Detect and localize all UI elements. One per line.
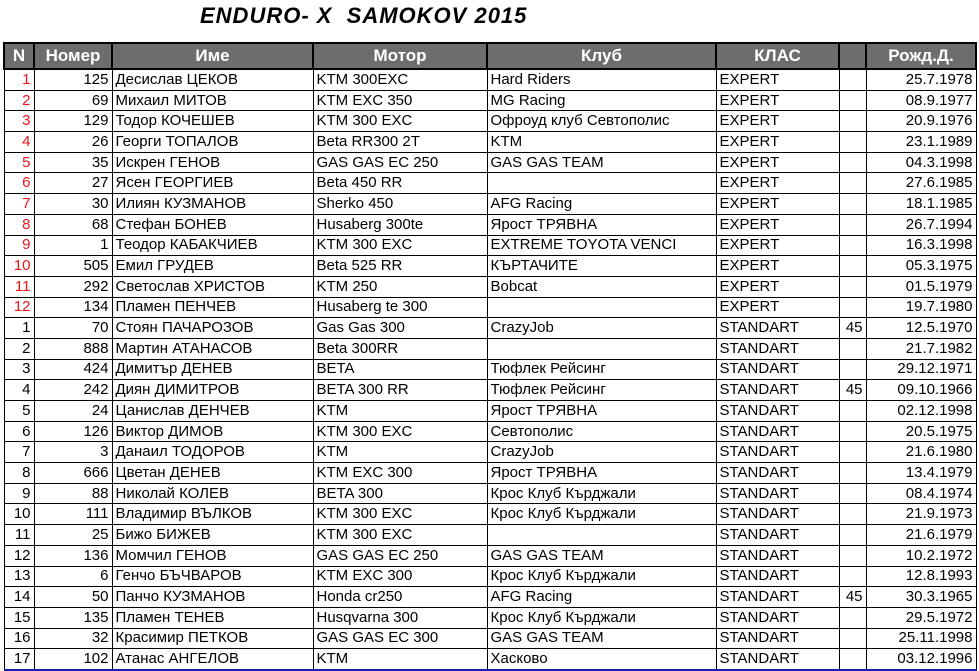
cell-class: STANDART: [716, 421, 839, 442]
cell-position: 5: [4, 152, 34, 173]
column-header-motor: Мотор: [313, 43, 487, 69]
cell-class: EXPERT: [716, 214, 839, 235]
cell-motor: KTM EXC 350: [313, 90, 487, 111]
cell-position: 9: [4, 235, 34, 256]
cell-name: Диян ДИМИТРОВ: [112, 380, 313, 401]
cell-name: Михаил МИТОВ: [112, 90, 313, 111]
cell-class: STANDART: [716, 359, 839, 380]
cell-birthdate: 25.7.1978: [866, 69, 976, 90]
cell-position: 8: [4, 214, 34, 235]
cell-number: 30: [34, 194, 112, 215]
cell-motor: GAS GAS EC 250: [313, 152, 487, 173]
cell-name: Атанас АНГЕЛОВ: [112, 649, 313, 670]
table-row: [4, 421, 976, 442]
cell-name: Генчо БЪЧВАРОВ: [112, 566, 313, 587]
cell-club: MG Racing: [487, 90, 716, 111]
table-row: [4, 338, 976, 359]
cell-class: STANDART: [716, 607, 839, 628]
cell-age: [839, 235, 866, 256]
table-row: [4, 483, 976, 504]
cell-birthdate: 21.6.1980: [866, 442, 976, 463]
cell-position: 2: [4, 90, 34, 111]
cell-club: AFG Racing: [487, 587, 716, 608]
header-row: [4, 43, 976, 69]
cell-class: EXPERT: [716, 256, 839, 277]
cell-class: EXPERT: [716, 111, 839, 132]
table-row: [4, 132, 976, 153]
cell-club: Крос Клуб Кърджали: [487, 607, 716, 628]
cell-motor: Beta RR300 2T: [313, 132, 487, 153]
cell-name: Бижо БИЖЕВ: [112, 525, 313, 546]
cell-number: 32: [34, 628, 112, 649]
column-header-class: КЛАС: [716, 43, 839, 69]
cell-position: 7: [4, 442, 34, 463]
cell-birthdate: 23.1.1989: [866, 132, 976, 153]
cell-motor: KTM 300 EXC: [313, 525, 487, 546]
cell-class: STANDART: [716, 318, 839, 339]
cell-position: 10: [4, 504, 34, 525]
cell-age: [839, 173, 866, 194]
table-row: [4, 649, 976, 670]
cell-age: [839, 525, 866, 546]
cell-number: 134: [34, 297, 112, 318]
table-row: [4, 235, 976, 256]
participants-table: [3, 42, 977, 671]
cell-club: [487, 173, 716, 194]
table-row: [4, 607, 976, 628]
cell-club: CrazyJob: [487, 318, 716, 339]
cell-number: 35: [34, 152, 112, 173]
cell-motor: Beta 450 RR: [313, 173, 487, 194]
cell-birthdate: 09.10.1966: [866, 380, 976, 401]
cell-club: CrazyJob: [487, 442, 716, 463]
cell-age: [839, 152, 866, 173]
cell-number: 424: [34, 359, 112, 380]
cell-age: [839, 504, 866, 525]
cell-number: 125: [34, 69, 112, 90]
cell-motor: KTM 300 EXC: [313, 421, 487, 442]
cell-position: 2: [4, 338, 34, 359]
table-row: [4, 442, 976, 463]
cell-name: Пламен ТЕНЕВ: [112, 607, 313, 628]
cell-birthdate: 27.6.1985: [866, 173, 976, 194]
cell-class: STANDART: [716, 525, 839, 546]
table-row: [4, 545, 976, 566]
cell-number: 26: [34, 132, 112, 153]
cell-age: [839, 442, 866, 463]
cell-class: STANDART: [716, 401, 839, 422]
page-title: ENDURO- X SAMOKOV 2015: [200, 3, 528, 28]
cell-number: 88: [34, 483, 112, 504]
cell-birthdate: 04.3.1998: [866, 152, 976, 173]
cell-position: 10: [4, 256, 34, 277]
cell-motor: Sherko 450: [313, 194, 487, 215]
cell-number: 129: [34, 111, 112, 132]
cell-position: 11: [4, 525, 34, 546]
cell-position: 17: [4, 649, 34, 670]
table-row: [4, 566, 976, 587]
cell-age: [839, 338, 866, 359]
cell-age: [839, 483, 866, 504]
table-row: [4, 194, 976, 215]
cell-age: [839, 566, 866, 587]
cell-class: STANDART: [716, 463, 839, 484]
column-header-age: [839, 43, 866, 69]
cell-position: 5: [4, 401, 34, 422]
cell-name: Владимир ВЪЛКОВ: [112, 504, 313, 525]
cell-position: 11: [4, 276, 34, 297]
cell-position: 6: [4, 173, 34, 194]
cell-club: AFG Racing: [487, 194, 716, 215]
cell-club: Тюфлек Рейсинг: [487, 359, 716, 380]
cell-position: 1: [4, 318, 34, 339]
cell-age: [839, 69, 866, 90]
cell-position: 12: [4, 297, 34, 318]
cell-name: Теодор КАБАКЧИЕВ: [112, 235, 313, 256]
cell-class: EXPERT: [716, 152, 839, 173]
cell-club: Хасково: [487, 649, 716, 670]
cell-age: [839, 90, 866, 111]
cell-class: EXPERT: [716, 194, 839, 215]
cell-club: [487, 525, 716, 546]
cell-motor: Honda cr250: [313, 587, 487, 608]
cell-class: EXPERT: [716, 173, 839, 194]
cell-age: [839, 194, 866, 215]
cell-age: [839, 297, 866, 318]
cell-birthdate: 03.12.1996: [866, 649, 976, 670]
table-row: [4, 463, 976, 484]
cell-motor: Husaberg 300te: [313, 214, 487, 235]
cell-class: EXPERT: [716, 132, 839, 153]
cell-number: 292: [34, 276, 112, 297]
table-row: [4, 173, 976, 194]
cell-name: Красимир ПЕТКОВ: [112, 628, 313, 649]
cell-age: [839, 401, 866, 422]
cell-class: EXPERT: [716, 90, 839, 111]
cell-number: 70: [34, 318, 112, 339]
cell-number: 3: [34, 442, 112, 463]
cell-number: 6: [34, 566, 112, 587]
cell-motor: KTM EXC 300: [313, 566, 487, 587]
cell-position: 13: [4, 566, 34, 587]
cell-position: 8: [4, 463, 34, 484]
cell-number: 136: [34, 545, 112, 566]
cell-motor: KTM 300EXC: [313, 69, 487, 90]
cell-age: [839, 214, 866, 235]
cell-birthdate: 08.4.1974: [866, 483, 976, 504]
column-header-club: Клуб: [487, 43, 716, 69]
cell-motor: KTM 300 EXC: [313, 504, 487, 525]
cell-motor: KTM 300 EXC: [313, 111, 487, 132]
table-row: [4, 504, 976, 525]
cell-class: STANDART: [716, 628, 839, 649]
cell-number: 25: [34, 525, 112, 546]
cell-name: Мартин АТАНАСОВ: [112, 338, 313, 359]
cell-position: 3: [4, 359, 34, 380]
cell-name: Цанислав ДЕНЧЕВ: [112, 401, 313, 422]
cell-motor: Husqvarna 300: [313, 607, 487, 628]
cell-class: STANDART: [716, 649, 839, 670]
cell-motor: Gas Gas 300: [313, 318, 487, 339]
cell-class: EXPERT: [716, 276, 839, 297]
cell-class: STANDART: [716, 504, 839, 525]
cell-class: STANDART: [716, 442, 839, 463]
cell-name: Виктор ДИМОВ: [112, 421, 313, 442]
cell-motor: Beta 300RR: [313, 338, 487, 359]
cell-age: [839, 607, 866, 628]
column-header-birthdate: Рожд.Д.: [866, 43, 976, 69]
cell-age: [839, 628, 866, 649]
cell-name: Момчил ГЕНОВ: [112, 545, 313, 566]
cell-birthdate: 20.5.1975: [866, 421, 976, 442]
cell-position: 12: [4, 545, 34, 566]
table-row: [4, 111, 976, 132]
cell-name: Ясен ГЕОРГИЕВ: [112, 173, 313, 194]
cell-age: [839, 111, 866, 132]
cell-birthdate: 29.5.1972: [866, 607, 976, 628]
cell-class: STANDART: [716, 483, 839, 504]
cell-club: КЪРТАЧИТЕ: [487, 256, 716, 277]
cell-club: EXTREME TOYOTA VENCI: [487, 235, 716, 256]
cell-birthdate: 21.9.1973: [866, 504, 976, 525]
cell-number: 68: [34, 214, 112, 235]
cell-club: Ярост ТРЯВНА: [487, 463, 716, 484]
cell-position: 16: [4, 628, 34, 649]
cell-motor: KTM: [313, 401, 487, 422]
cell-birthdate: 08.9.1977: [866, 90, 976, 111]
cell-number: 69: [34, 90, 112, 111]
cell-club: GAS GAS TEAM: [487, 152, 716, 173]
cell-motor: BETA 300 RR: [313, 380, 487, 401]
cell-club: Севтополис: [487, 421, 716, 442]
cell-motor: KTM EXC 300: [313, 463, 487, 484]
cell-number: 1: [34, 235, 112, 256]
cell-name: Тодор КОЧЕШЕВ: [112, 111, 313, 132]
cell-age: [839, 649, 866, 670]
column-header-n: N: [4, 43, 34, 69]
cell-birthdate: 21.7.1982: [866, 338, 976, 359]
cell-number: 24: [34, 401, 112, 422]
cell-motor: KTM 300 EXC: [313, 235, 487, 256]
table-row: [4, 276, 976, 297]
cell-birthdate: 18.1.1985: [866, 194, 976, 215]
cell-club: Крос Клуб Кърджали: [487, 483, 716, 504]
cell-name: Пламен ПЕНЧЕВ: [112, 297, 313, 318]
cell-birthdate: 01.5.1979: [866, 276, 976, 297]
cell-age: 45: [839, 380, 866, 401]
cell-club: Офроуд клуб Севтополис: [487, 111, 716, 132]
cell-position: 7: [4, 194, 34, 215]
cell-class: EXPERT: [716, 235, 839, 256]
cell-position: 4: [4, 132, 34, 153]
cell-birthdate: 12.5.1970: [866, 318, 976, 339]
cell-name: Стефан БОНЕВ: [112, 214, 313, 235]
cell-name: Искрен ГЕНОВ: [112, 152, 313, 173]
table-row: [4, 359, 976, 380]
cell-number: 102: [34, 649, 112, 670]
cell-class: STANDART: [716, 380, 839, 401]
cell-class: STANDART: [716, 545, 839, 566]
cell-name: Димитър ДЕНЕВ: [112, 359, 313, 380]
table-row: [4, 628, 976, 649]
cell-birthdate: 29.12.1971: [866, 359, 976, 380]
cell-class: STANDART: [716, 338, 839, 359]
cell-position: 4: [4, 380, 34, 401]
cell-number: 111: [34, 504, 112, 525]
cell-name: Десислав ЦЕКОВ: [112, 69, 313, 90]
cell-position: 15: [4, 607, 34, 628]
cell-number: 135: [34, 607, 112, 628]
cell-club: Ярост ТРЯВНА: [487, 214, 716, 235]
cell-club: Крос Клуб Кърджали: [487, 566, 716, 587]
cell-position: 3: [4, 111, 34, 132]
cell-name: Панчо КУЗМАНОВ: [112, 587, 313, 608]
table-row: [4, 401, 976, 422]
cell-birthdate: 16.3.1998: [866, 235, 976, 256]
cell-name: Николай КОЛЕВ: [112, 483, 313, 504]
cell-birthdate: 13.4.1979: [866, 463, 976, 484]
cell-age: 45: [839, 318, 866, 339]
cell-age: [839, 359, 866, 380]
table-row: [4, 318, 976, 339]
table-row: [4, 587, 976, 608]
cell-name: Георги ТОПАЛОВ: [112, 132, 313, 153]
cell-motor: BETA 300: [313, 483, 487, 504]
cell-name: Цветан ДЕНЕВ: [112, 463, 313, 484]
cell-name: Светослав ХРИСТОВ: [112, 276, 313, 297]
cell-age: [839, 256, 866, 277]
cell-class: STANDART: [716, 566, 839, 587]
table-row: [4, 69, 976, 90]
cell-position: 1: [4, 69, 34, 90]
cell-position: 14: [4, 587, 34, 608]
cell-motor: Husaberg te 300: [313, 297, 487, 318]
cell-birthdate: 25.11.1998: [866, 628, 976, 649]
cell-age: [839, 463, 866, 484]
cell-number: 27: [34, 173, 112, 194]
cell-birthdate: 05.3.1975: [866, 256, 976, 277]
cell-number: 505: [34, 256, 112, 277]
cell-age: 45: [839, 587, 866, 608]
table-row: [4, 214, 976, 235]
cell-motor: GAS GAS EC 250: [313, 545, 487, 566]
cell-club: Bobcat: [487, 276, 716, 297]
cell-birthdate: 02.12.1998: [866, 401, 976, 422]
table-row: [4, 90, 976, 111]
cell-motor: BETA: [313, 359, 487, 380]
cell-motor: KTM: [313, 442, 487, 463]
cell-motor: Beta 525 RR: [313, 256, 487, 277]
cell-club: [487, 338, 716, 359]
cell-birthdate: 20.9.1976: [866, 111, 976, 132]
cell-birthdate: 12.8.1993: [866, 566, 976, 587]
cell-birthdate: 10.2.1972: [866, 545, 976, 566]
cell-motor: KTM 250: [313, 276, 487, 297]
cell-name: Емил ГРУДЕВ: [112, 256, 313, 277]
cell-birthdate: 30.3.1965: [866, 587, 976, 608]
column-header-name: Име: [112, 43, 313, 69]
cell-name: Илиян КУЗМАНОВ: [112, 194, 313, 215]
cell-club: KTM: [487, 132, 716, 153]
cell-position: 9: [4, 483, 34, 504]
cell-class: STANDART: [716, 587, 839, 608]
cell-age: [839, 276, 866, 297]
table-row: [4, 256, 976, 277]
cell-club: GAS GAS TEAM: [487, 628, 716, 649]
cell-number: 666: [34, 463, 112, 484]
cell-club: Ярост ТРЯВНА: [487, 401, 716, 422]
cell-motor: KTM: [313, 649, 487, 670]
cell-club: GAS GAS TEAM: [487, 545, 716, 566]
cell-name: Данаил ТОДОРОВ: [112, 442, 313, 463]
cell-name: Стоян ПАЧАРОЗОВ: [112, 318, 313, 339]
cell-class: EXPERT: [716, 297, 839, 318]
cell-number: 126: [34, 421, 112, 442]
table-row: [4, 297, 976, 318]
cell-club: Крос Клуб Кърджали: [487, 504, 716, 525]
cell-number: 50: [34, 587, 112, 608]
column-header-number: Номер: [34, 43, 112, 69]
cell-position: 6: [4, 421, 34, 442]
cell-age: [839, 132, 866, 153]
cell-age: [839, 421, 866, 442]
table-row: [4, 525, 976, 546]
cell-birthdate: 21.6.1979: [866, 525, 976, 546]
table-row: [4, 380, 976, 401]
cell-number: 888: [34, 338, 112, 359]
cell-age: [839, 545, 866, 566]
table-row: [4, 152, 976, 173]
cell-club: [487, 297, 716, 318]
cell-birthdate: 19.7.1980: [866, 297, 976, 318]
cell-club: Тюфлек Рейсинг: [487, 380, 716, 401]
cell-birthdate: 26.7.1994: [866, 214, 976, 235]
cell-club: Hard Riders: [487, 69, 716, 90]
cell-number: 242: [34, 380, 112, 401]
cell-motor: GAS GAS EC 300: [313, 628, 487, 649]
cell-class: EXPERT: [716, 69, 839, 90]
